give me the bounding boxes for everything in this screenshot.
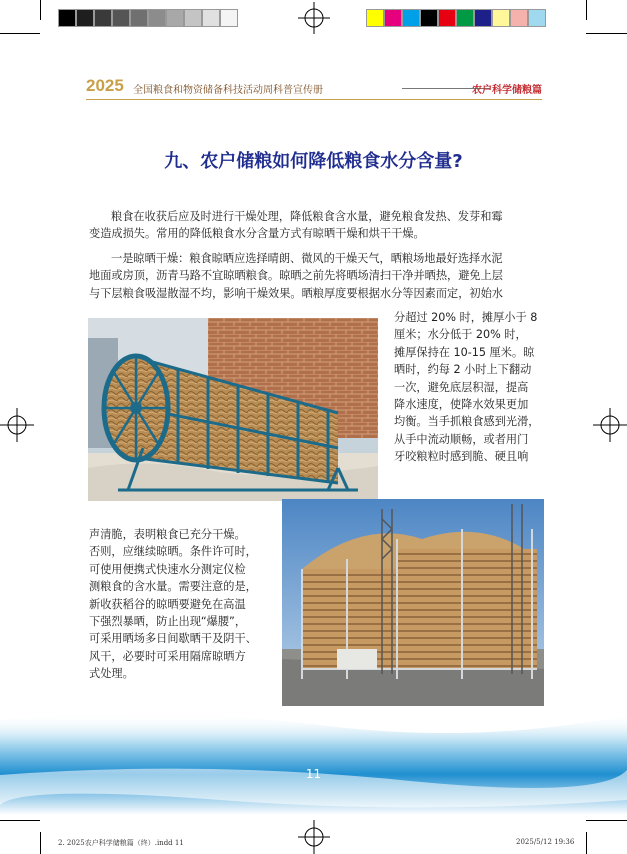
crop-mark	[586, 0, 587, 20]
header-year: 2025	[86, 76, 124, 95]
registration-mark-icon	[593, 408, 627, 442]
text-line: 粮食在收获后应及时进行干燥处理，降低粮食含水量，避免粮食发热、发芽和霉	[111, 210, 503, 223]
drum-dryer-photo	[88, 318, 378, 501]
text-line: 一次，避免底层积湿，提高	[394, 380, 529, 394]
text-line: 可采用晒场多日间歇晒干及阴干、	[89, 632, 257, 646]
color-swatch	[510, 9, 528, 27]
paragraph-left-column	[89, 526, 273, 683]
text-line: 从手中流动顺畅，或者用门	[394, 432, 529, 446]
text-line: 变造成损失。常用的降低粮食水分含量方式有晾晒干燥和烘干干燥。	[89, 227, 425, 241]
text-line: 式处理。	[89, 667, 134, 681]
text-line: 牙咬粮粒时感到脆、硬且响	[394, 450, 529, 464]
color-swatch	[420, 9, 438, 27]
text-line: 测粮食的含水量。需要注意的是，	[89, 580, 257, 594]
running-header	[86, 76, 542, 96]
header-section: 农户科学储粮篇	[472, 85, 542, 96]
gray-color-bar	[58, 9, 238, 27]
color-swatch	[384, 9, 402, 27]
registration-mark-icon	[298, 2, 330, 34]
color-swatch	[492, 9, 510, 27]
paragraph-intro	[89, 208, 541, 243]
file-slug: 2. 2025农户科学储粮篇（终）.indd 11	[58, 839, 184, 847]
color-swatch	[112, 9, 130, 27]
crop-mark	[586, 832, 587, 854]
cmyk-color-bar	[366, 9, 546, 27]
text-line: 地面或房顶，沥青马路不宜晾晒粮食。晾晒之前先将晒场清扫干净并晒热，避免上层	[89, 269, 503, 283]
text-line: 与下层粮食吸湿散湿不均，影响干燥效果。晒粮厚度要根据水分等因素而定，初始水	[89, 286, 503, 300]
color-swatch	[456, 9, 474, 27]
crop-mark	[0, 33, 40, 34]
drying-tower-photo	[282, 499, 544, 706]
crop-mark	[586, 33, 627, 34]
color-swatch	[148, 9, 166, 27]
color-swatch	[130, 9, 148, 27]
text-line: 否则，应继续晾晒。条件许可时，	[89, 545, 257, 559]
paragraph-sun-drying	[89, 250, 541, 302]
text-line: 声清脆，表明粮食已充分干燥。	[89, 528, 246, 541]
color-swatch	[528, 9, 546, 27]
registration-mark-icon	[0, 408, 34, 442]
crop-mark	[586, 820, 627, 821]
color-swatch	[474, 9, 492, 27]
text-line: 新收获稻谷的晾晒要避免在高温	[89, 597, 246, 611]
color-swatch	[184, 9, 202, 27]
text-line: 风干，必要时可采用隔席晾晒方	[89, 649, 246, 663]
header-title: 全国粮食和物资储备科技活动周科普宣传册	[133, 85, 323, 96]
text-line: 分超过 20% 时，摊厚小于 8	[394, 311, 538, 324]
color-swatch	[166, 9, 184, 27]
text-line: 摊厚保持在 10-15 厘米。晾	[394, 345, 535, 359]
text-line: 可使用便携式快速水分测定仪检	[89, 562, 246, 576]
crop-mark	[40, 832, 41, 854]
text-line: 晒时，约每 2 小时上下翻动	[394, 363, 532, 377]
color-swatch	[220, 9, 238, 27]
paragraph-right-column	[394, 309, 544, 466]
color-swatch	[58, 9, 76, 27]
color-swatch	[76, 9, 94, 27]
print-timestamp: 2025/5/12 19:36	[516, 838, 575, 846]
footer-wave-band	[0, 700, 627, 815]
crop-mark	[40, 0, 41, 20]
text-line: 均衡。当手抓粮食感到光滑，	[394, 415, 540, 429]
color-swatch	[438, 9, 456, 27]
color-swatch	[402, 9, 420, 27]
text-line: 厘米；水分低于 20% 时，	[394, 328, 527, 342]
page-title: 九、农户储粮如何降低粮食水分含量?	[164, 151, 463, 172]
color-swatch	[202, 9, 220, 27]
text-line: 一是晾晒干燥：粮食晾晒应选择晴朗、微风的干燥天气，晒粮场地最好选择水泥	[111, 252, 503, 265]
text-line: 下强烈暴晒，防止出现“爆腰”，	[89, 615, 247, 629]
text-line: 降水速度，使降水效果更加	[394, 398, 529, 412]
color-swatch	[94, 9, 112, 27]
color-swatch	[366, 9, 384, 27]
crop-mark	[0, 820, 40, 821]
header-divider	[86, 99, 542, 100]
page-number: 11	[305, 767, 322, 781]
registration-mark-icon	[298, 820, 330, 854]
